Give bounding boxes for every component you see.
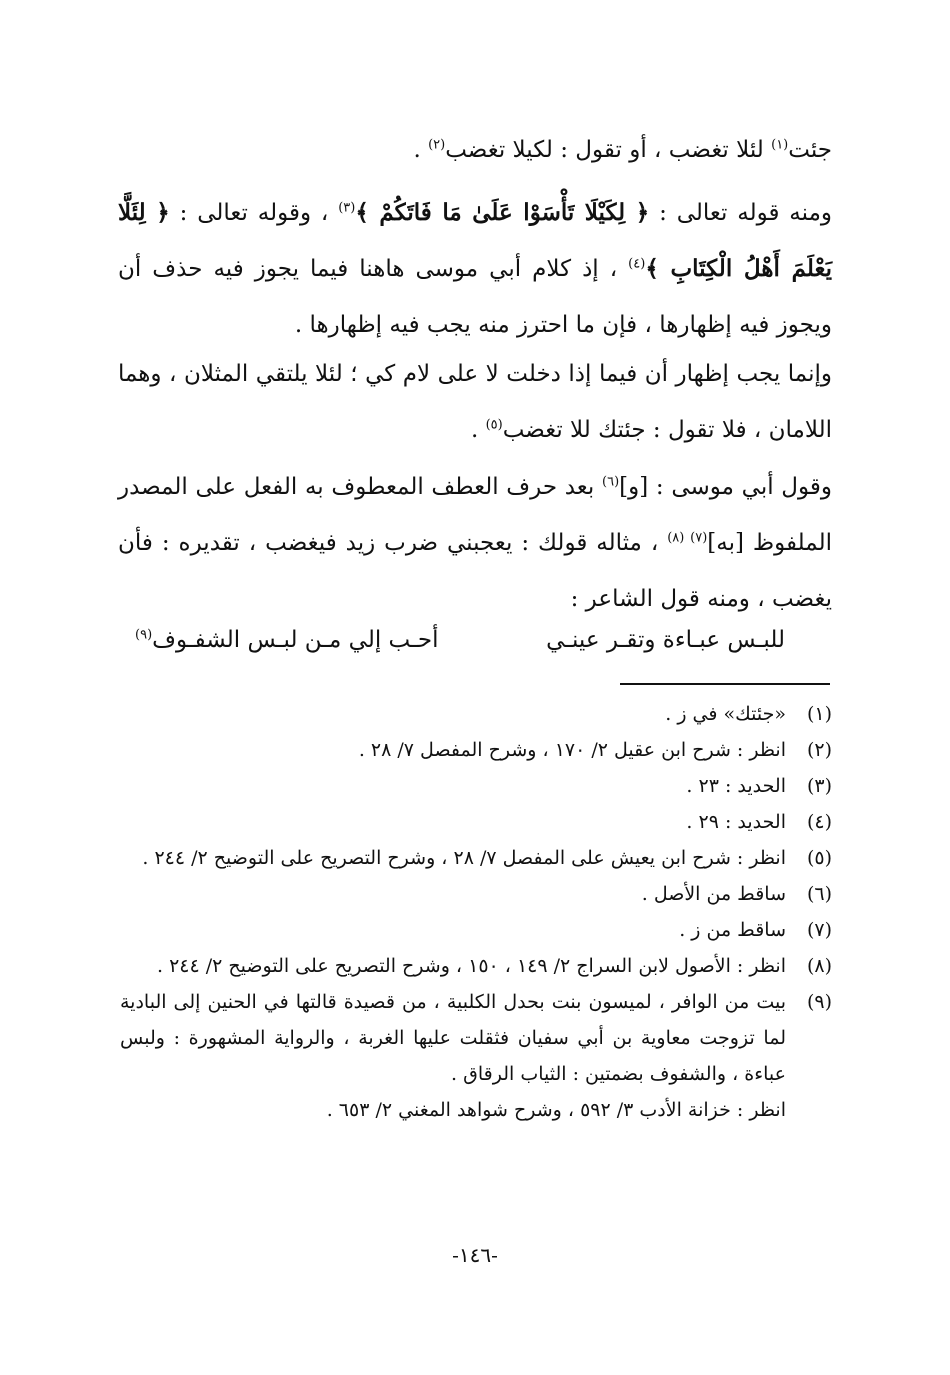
footnote-number: (٨) <box>806 955 832 977</box>
footnote-text: انظر : الأصول لابن السراج ٢/ ١٤٩ ، ١٥٠ ، وشرح التصريح على التوضيح ٢/ ٢٤٤ . <box>156 955 786 977</box>
text: . <box>470 417 486 443</box>
paragraph-2 <box>118 185 832 353</box>
footnote-ref-3[interactable]: (٣) <box>338 200 356 216</box>
footnotes <box>120 696 832 1128</box>
footnote-text: بيت من الوافر ، لميسون بنت بحدل الكلبية ، من قصيدة قالتها في الحنين إلى البادية لما تزوجت معاوية بن أبي سفيان فثقلت عليها الغربة ، والرواية المشهورة : ولبس عباءة ، والشفوف بضمتين : الثياب الرقاق . <box>120 991 786 1085</box>
paragraph-1 <box>118 122 832 178</box>
footnote-number: (٤) <box>806 811 832 833</box>
footnote-item <box>120 804 832 840</box>
text: وإنما يجب إظهار أن فيما إذا دخلت لا على لام كي ؛ لئلا يلتقي المثلان ، وهما اللامان ، فلا تقول : جئتك للا تغضب <box>118 361 832 443</box>
footnote-text: الحديد : ٢٩ . <box>686 811 786 833</box>
verse-first-hemistich: للبـس عبـاءة وتقـر عينـي <box>546 627 785 653</box>
footnote-number: (٣) <box>806 775 832 797</box>
footnote-item <box>120 876 832 912</box>
footnote-ref-9[interactable]: (٩) <box>135 627 153 643</box>
footnote-text: ساقط من ز . <box>679 919 786 941</box>
page-number: -١٤٦- <box>452 1243 498 1267</box>
footnote-text: «جئتك» في ز . <box>665 703 786 725</box>
footnote-item <box>120 732 832 768</box>
footnote-ref-5[interactable]: (٥) <box>485 417 503 433</box>
footnote-item <box>120 948 832 984</box>
footnote-text: انظر : شرح ابن عقيل ٢/ ١٧٠ ، وشرح المفصل ٧/ ٢٨ . <box>358 739 786 761</box>
text: وقول أبي موسى : [و] <box>619 474 832 500</box>
text: ومنه قوله تعالى : <box>649 200 833 226</box>
footnote-ref-1[interactable]: (١) <box>771 137 789 153</box>
footnote-ref-6[interactable]: (٦) <box>602 474 620 490</box>
footnote-item <box>120 984 832 1128</box>
footnote-ref-7-8[interactable]: (٧) (٨) <box>667 530 708 546</box>
footnote-number: (٢) <box>806 739 832 761</box>
paragraph-4 <box>118 459 832 627</box>
text: لئلا تغضب ، أو تقول : لكيلا تغضب <box>445 137 772 163</box>
footnote-item <box>120 840 832 876</box>
footnote-text: ساقط من الأصل . <box>641 883 786 905</box>
paragraph-3 <box>118 346 832 458</box>
footnote-number: (٧) <box>806 919 832 941</box>
footnote-ref-4[interactable]: (٤) <box>628 256 646 272</box>
footnote-item <box>120 768 832 804</box>
text: بعد حرف العطف المعطوف به الفعل على المصدر الملفوظ [به] <box>118 474 832 556</box>
text: ، وقوله تعالى : <box>169 200 339 226</box>
footnote-ref-2[interactable]: (٢) <box>428 137 446 153</box>
footnote-item <box>120 912 832 948</box>
quran-quote-2: ﴿ لِئَلَّا يَعْلَمَ أَهْلُ الْكِتَابِ ﴾ <box>118 199 832 282</box>
footnote-text: انظر : خزانة الأدب ٣/ ٥٩٢ ، وشرح شواهد المغني ٢/ ٦٥٣ . <box>326 1099 786 1121</box>
text: ، إذ كلام أبي موسى هاهنا فيما يجوز فيه حذف أن ويجوز فيه إظهارها ، فإن ما احترز منه يجب فيه إظهارها . <box>118 256 832 338</box>
footnote-number: (١) <box>806 703 832 725</box>
footnote-separator <box>620 683 830 685</box>
footnote-text: الحديد : ٢٣ . <box>686 775 786 797</box>
text: جئت <box>788 137 832 163</box>
footnote-item <box>120 696 832 732</box>
text: ، مثاله قولك : يعجبني ضرب زيد فيغضب ، تقديره : فأن يغضب ، ومنه قول الشاعر : <box>118 530 832 612</box>
footnote-number: (٥) <box>806 847 832 869</box>
footnote-text: انظر : شرح ابن يعيش على المفصل ٧/ ٢٨ ، وشرح التصريح على التوضيح ٢/ ٢٤٤ . <box>142 847 786 869</box>
footnote-number: (٦) <box>806 883 832 905</box>
verse-second-hemistich <box>135 612 438 668</box>
text: . <box>413 137 429 163</box>
text: أحـب إلي مـن لبـس الشفـوف <box>152 627 439 653</box>
quran-quote-1: ﴿ لِكَيْلَا تَأْسَوْا عَلَىٰ مَا فَاتَكُمْ ﴾ <box>355 199 650 226</box>
poetry-verse <box>135 612 785 668</box>
footnote-number: (٩) <box>806 991 832 1013</box>
